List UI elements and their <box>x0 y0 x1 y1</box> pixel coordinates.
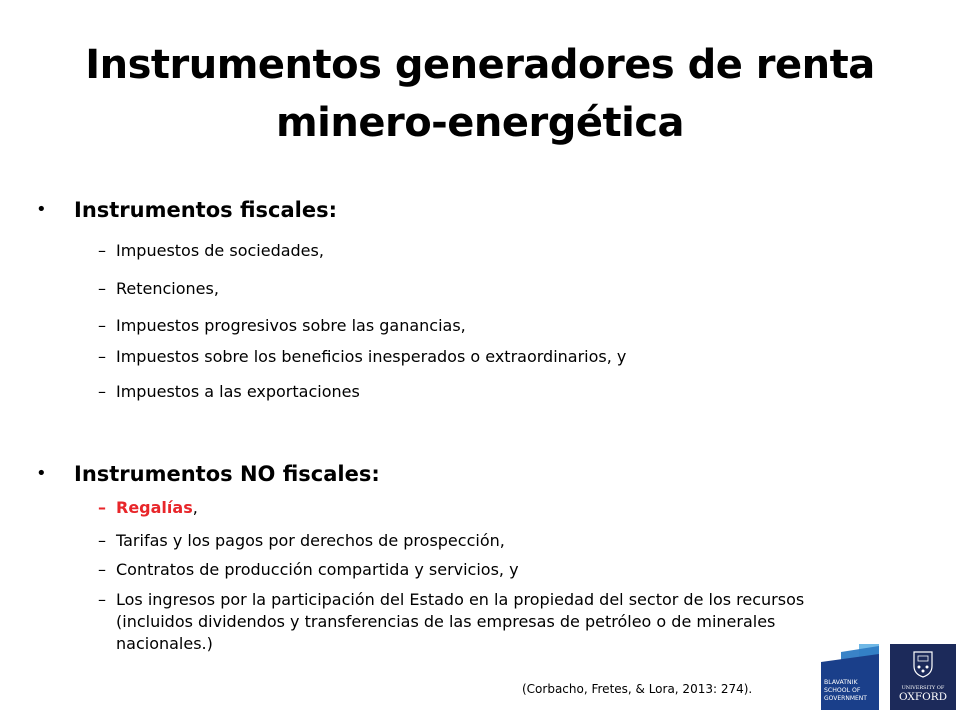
logo-line: GOVERNMENT <box>824 695 867 702</box>
logo-line: SCHOOL OF <box>824 687 861 694</box>
list-item-text <box>116 497 886 519</box>
list-item-text: Impuestos a las exportaciones <box>116 382 360 401</box>
oxford-small-text: UNIVERSITY OF <box>901 685 945 691</box>
oxford-name: OXFORD <box>898 691 948 703</box>
dash-icon: – <box>98 590 106 609</box>
highlight-suffix: , <box>192 498 198 517</box>
citation: (Corbacho, Fretes, & Lora, 2013: 274). <box>522 682 753 696</box>
oxford-crest-graphic <box>890 644 956 710</box>
dash-icon: – <box>98 382 106 401</box>
dash-icon: – <box>98 347 106 366</box>
list-item-text: Los ingresos por la participación del Estado en la propiedad del sector de los recursos (incluidos dividendos y transferencias de las empresas de petróleo o de minerales nacionales.) <box>116 590 805 653</box>
dash-icon: – <box>98 316 106 335</box>
list-item-text: Contratos de producción compartida y servicios, y <box>116 560 519 579</box>
blavatnik-logo <box>815 644 879 710</box>
logo-line: BLAVATNIK <box>824 679 858 686</box>
highlight-text: Regalías <box>116 498 193 517</box>
bullet-icon: • <box>36 463 47 484</box>
dash-icon: – <box>98 531 106 550</box>
blavatnik-logo-graphic <box>815 644 879 710</box>
list-item-text: Tarifas y los pagos por derechos de prospección, <box>116 531 505 550</box>
dash-icon: – <box>98 279 106 298</box>
dash-icon: – <box>98 498 106 517</box>
list-item-text: Impuestos progresivos sobre las ganancias, <box>116 316 466 335</box>
slide-title: Instrumentos generadores de renta minero-energética <box>85 42 875 146</box>
section-heading: Instrumentos fiscales: <box>74 198 337 222</box>
list-item-text: Impuestos sobre los beneficios inesperados o extraordinarios, y <box>116 347 627 366</box>
oxford-logo <box>890 644 956 710</box>
dash-icon: – <box>98 241 106 260</box>
section-heading: Instrumentos NO fiscales: <box>74 462 380 486</box>
dash-icon: – <box>98 560 106 579</box>
list-item-text: Impuestos de sociedades, <box>116 241 324 260</box>
list-item-text: Retenciones, <box>116 279 219 298</box>
bullet-icon: • <box>36 199 47 220</box>
